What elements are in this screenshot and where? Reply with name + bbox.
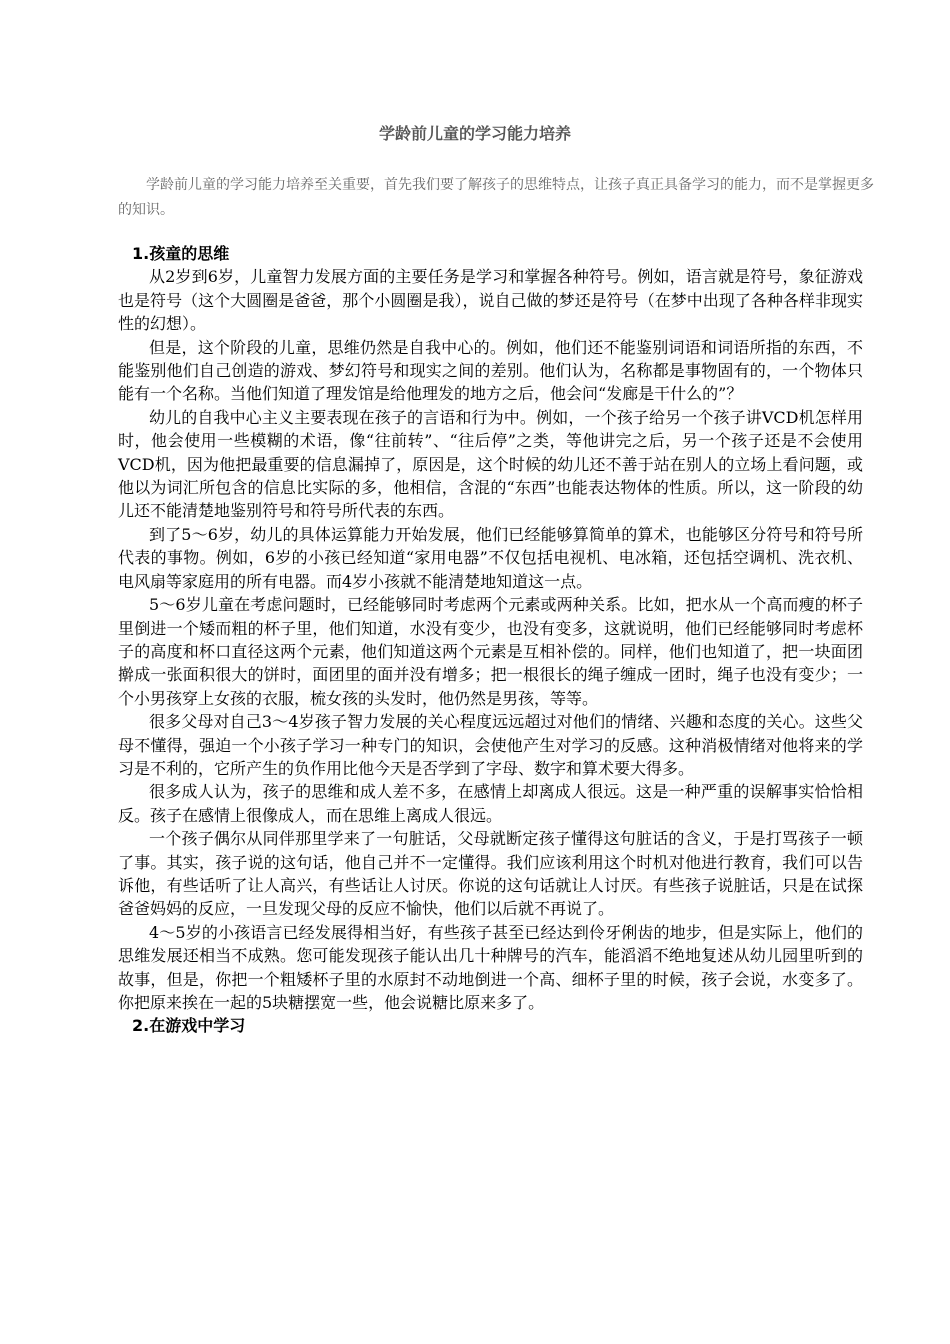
paragraph: 很多成人认为，孩子的思维和成人差不多，在感情上却离成人很远。这是一种严重的误解事实恰恰相反。孩子在感情上很像成人，而在思维上离成人很远。 — [118, 782, 863, 825]
section-heading-thinking: 1.孩童的思维 — [132, 244, 230, 263]
paragraph: 幼儿的自我中心主义主要表现在孩子的言语和行为中。例如，一个孩子给另一个孩子讲VCD机怎样用时，他会使用一些模糊的术语，像“往前转”、“往后停”之类，等他讲完之后，另一个孩子还是不会使用VCD机，因为他把最重要的信息漏掉了，原因是，这个时候的幼儿还不善于站在别人的立场上看问题，或他以为词汇所包含的信息比实际的多，他相信，含混的“东西”也能表达物体的性质。所以，这一阶段的幼儿还不能清楚地鉴别符号和符号所代表的东西。 — [118, 407, 863, 521]
paragraph: 很多父母对自己3～4岁孩子智力发展的关心程度远远超过对他们的情绪、兴趣和态度的关心。这些父母不懂得，强迫一个小孩子学习一种专门的知识，会使他产生对学习的反感。这种消极情绪对他将来的学习是不利的，它所产生的负作用比他今天是否学到了字母、数字和算术要大得多。 — [118, 712, 863, 778]
paragraph: 但是，这个阶段的儿童，思维仍然是自我中心的。例如，他们还不能鉴别词语和词语所指的东西，不能鉴别他们自己创造的游戏、梦幻符号和现实之间的差别。他们认为，名称都是事物固有的，一个物体只能有一个名称。当他们知道了理发馆是给他理发的地方之后，他会问“发廊是干什么的”？ — [118, 337, 863, 404]
paragraph: 从2岁到6岁，儿童智力发展方面的主要任务是学习和掌握各种符号。例如，语言就是符号，象征游戏也是符号（这个大圆圈是爸爸，那个小圆圈是我），说自己做的梦还是符号（在梦中出现了各种各样非现实性的幻想）。 — [118, 267, 863, 334]
intro-paragraph: 学龄前儿童的学习能力培养至关重要，首先我们要了解孩子的思维特点，让孩子真正具备学习的能力，而不是掌握更多的知识。 — [118, 177, 874, 218]
paragraph: 到了5～6岁，幼儿的具体运算能力开始发展，他们已经能够算简单的算术，也能够区分符号和符号所代表的事物。例如，6岁的小孩已经知道“家用电器”不仅包括电视机、电冰箱，还包括空调机、洗衣机、电风扇等家庭用的所有电器。而4岁小孩就不能清楚地知道这一点。 — [118, 524, 863, 591]
document-title: 学龄前儿童的学习能力培养 — [378, 124, 571, 143]
paragraph: 5～6岁儿童在考虑问题时，已经能够同时考虑两个元素或两种关系。比如，把水从一个高而瘦的杯子里倒进一个矮而粗的杯子里，他们知道，水没有变少，也没有变多，这就说明，他们已经能够同时考虑杯子的高度和杯口直径这两个元素，他们知道这两个元素是互相补偿的。同样，他们也知道了，把一块面团擀成一张面积很大的饼时，面团里的面并没有增多；把一根很长的绳子缠成一团时，绳子也没有变少；一个小男孩穿上女孩的衣服，梳女孩的头发时，他仍然是男孩，等等。 — [118, 595, 863, 708]
paragraph: 一个孩子偶尔从同伴那里学来了一句脏话，父母就断定孩子懂得这句脏话的含义，于是打骂孩子一顿了事。其实，孩子说的这句话，他自己并不一定懂得。我们应该利用这个时机对他进行教育，我们可以告诉他，有些话听了让人高兴，有些话让人讨厌。你说的这句话就让人讨厌。有些孩子说脏话，只是在试探爸爸妈妈的反应，一旦发现父母的反应不愉快，他们以后就不再说了。 — [118, 829, 863, 919]
document-body — [118, 242, 863, 1038]
section-heading-play-learning: 2.在游戏中学习 — [132, 1016, 246, 1036]
paragraph: 4～5岁的小孩语言已经发展得相当好，有些孩子甚至已经达到伶牙俐齿的地步，但是实际上，他们的思维发展还相当不成熟。您可能发现孩子能认出几十种牌号的汽车，能滔滔不绝地复述从幼儿园里听到的故事，但是，你把一个粗矮杯子里的水原封不动地倒进一个高、细杯子里的时候，孩子会说，水变多了。你把原来挨在一起的5块糖摆宽一些，他会说糖比原来多了。 — [118, 922, 863, 1012]
